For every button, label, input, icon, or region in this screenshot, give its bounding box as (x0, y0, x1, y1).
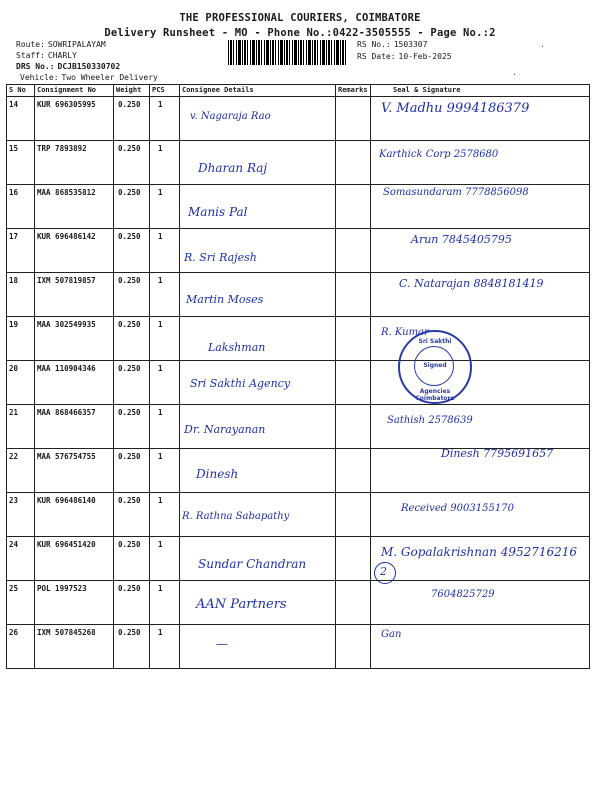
consignee-details-cell (180, 361, 336, 405)
pieces-cell: 1 (150, 273, 180, 317)
consignment-number-cell: KUR 696486142 (35, 229, 114, 273)
serial-number-cell: 22 (7, 449, 35, 493)
remarks-cell (336, 625, 371, 669)
consignee-handwriting: Dr. Narayanan (184, 423, 266, 436)
signature-handwriting: C. Natarajan 8848181419 (399, 277, 544, 290)
column-header: Consignee Details (180, 85, 336, 97)
circled-number-mark (374, 562, 396, 584)
seal-signature-cell (371, 405, 590, 449)
consignee-details-cell (180, 405, 336, 449)
weight-cell: 0.250 (114, 449, 150, 493)
stamp-top-text: Sri Sakthi (418, 338, 452, 345)
pieces-cell: 1 (150, 97, 180, 141)
drs-value: DCJB150330702 (57, 62, 121, 71)
vehicle-label: Vehicle: (20, 73, 59, 82)
consignee-details-cell (180, 493, 336, 537)
remarks-cell (336, 97, 371, 141)
weight-cell: 0.250 (114, 361, 150, 405)
pieces-cell: 1 (150, 537, 180, 581)
vehicle-line (20, 73, 158, 83)
seal-signature-cell (371, 229, 590, 273)
rs-date-value: 10-Feb-2025 (398, 52, 452, 61)
pieces-cell: 1 (150, 185, 180, 229)
consignee-handwriting: Martin Moses (186, 293, 264, 306)
signature-handwriting: Gan (381, 629, 402, 640)
consignment-number-cell: KUR 696451420 (35, 537, 114, 581)
seal-signature-cell (371, 97, 590, 141)
consignee-details-cell (180, 317, 336, 361)
table-row (7, 537, 590, 581)
seal-signature-cell (371, 537, 590, 581)
table-row (7, 229, 590, 273)
serial-number-cell: 23 (7, 493, 35, 537)
remarks-cell (336, 361, 371, 405)
serial-number-cell: 21 (7, 405, 35, 449)
rs-no-line (357, 40, 427, 50)
consignee-handwriting: Sundar Chandran (198, 557, 307, 571)
remarks-cell (336, 449, 371, 493)
signature-handwriting: Arun 7845405795 (411, 233, 512, 246)
pieces-cell: 1 (150, 229, 180, 273)
document-title: THE PROFESSIONAL COURIERS, COIMBATORE (179, 12, 421, 24)
rs-no-label: RS No.: (357, 40, 391, 49)
drs-line (16, 62, 120, 72)
table-row (7, 449, 590, 493)
pieces-cell: 1 (150, 317, 180, 361)
serial-number-cell: 16 (7, 185, 35, 229)
weight-cell: 0.250 (114, 97, 150, 141)
table-row (7, 405, 590, 449)
remarks-cell (336, 537, 371, 581)
route-value: SOWRIPALAYAM (47, 40, 106, 49)
pieces-cell: 1 (150, 625, 180, 669)
consignment-number-cell: IXM 507819857 (35, 273, 114, 317)
consignee-handwriting: Dharan Raj (198, 161, 268, 175)
serial-number-cell: 24 (7, 537, 35, 581)
vehicle-value: Two Wheeler Delivery (61, 73, 158, 82)
weight-cell: 0.250 (114, 141, 150, 185)
table-row (7, 581, 590, 625)
consignment-number-cell: MAA 110904346 (35, 361, 114, 405)
column-header: S No (7, 85, 35, 97)
table-header-row (7, 85, 590, 97)
signature-handwriting: V. Madhu 9994186379 (381, 101, 530, 116)
signature-handwriting: Dinesh 7795691657 (441, 447, 554, 460)
seal-signature-cell (371, 493, 590, 537)
rs-date-label: RS Date: (357, 52, 396, 61)
serial-number-cell: 25 (7, 581, 35, 625)
weight-cell: 0.250 (114, 537, 150, 581)
serial-number-cell: 18 (7, 273, 35, 317)
stamp-bottom-text: Agencies Coimbatore (415, 388, 455, 402)
signature-handwriting: M. Gopalakrishnan 4952716216 (381, 545, 578, 559)
table-row (7, 493, 590, 537)
consignment-number-cell: TRP 7893892 (35, 141, 114, 185)
serial-number-cell: 20 (7, 361, 35, 405)
weight-cell: 0.250 (114, 317, 150, 361)
agency-seal-stamp (398, 330, 472, 404)
consignee-details-cell (180, 97, 336, 141)
weight-cell: 0.250 (114, 625, 150, 669)
consignment-number-cell: POL 1997523 (35, 581, 114, 625)
column-header: Seal & Signature (371, 85, 590, 97)
serial-number-cell: 17 (7, 229, 35, 273)
signature-handwriting: Somasundaram 7778856098 (383, 187, 529, 198)
table-row (7, 625, 590, 669)
consignee-handwriting: Dinesh (196, 467, 239, 481)
weight-cell: 0.250 (114, 581, 150, 625)
signature-handwriting: Sathish 2578639 (387, 415, 473, 426)
consignee-details-cell (180, 581, 336, 625)
seal-signature-cell (371, 581, 590, 625)
pieces-cell: 1 (150, 493, 180, 537)
pieces-cell: 1 (150, 405, 180, 449)
route-label: Route: (16, 40, 45, 49)
route-line (16, 40, 106, 50)
seal-signature-cell (371, 273, 590, 317)
consignment-number-cell: MAA 302549935 (35, 317, 114, 361)
consignment-number-cell: MAA 868535812 (35, 185, 114, 229)
consignee-details-cell (180, 537, 336, 581)
consignment-number-cell: IXM 507845268 (35, 625, 114, 669)
consignee-details-cell (180, 625, 336, 669)
consignee-handwriting: Sri Sakthi Agency (190, 377, 291, 390)
consignee-details-cell (180, 229, 336, 273)
consignment-number-cell: MAA 868466357 (35, 405, 114, 449)
weight-cell: 0.250 (114, 229, 150, 273)
consignee-details-cell (180, 449, 336, 493)
remarks-cell (336, 405, 371, 449)
table-row (7, 97, 590, 141)
remarks-cell (336, 185, 371, 229)
column-header: Weight (114, 85, 150, 97)
table-row (7, 185, 590, 229)
stray-mark: · (512, 70, 517, 79)
pieces-cell: 1 (150, 449, 180, 493)
consignee-handwriting: — (216, 637, 228, 651)
rs-date-line (357, 52, 452, 62)
weight-cell: 0.250 (114, 185, 150, 229)
consignee-details-cell (180, 185, 336, 229)
table-row (7, 273, 590, 317)
runsheet-table (6, 84, 590, 669)
column-header: Consignment No (35, 85, 114, 97)
signature-handwriting: 7604825729 (431, 589, 495, 600)
serial-number-cell: 26 (7, 625, 35, 669)
weight-cell: 0.250 (114, 493, 150, 537)
consignee-handwriting: R. Sri Rajesh (184, 251, 257, 264)
weight-cell: 0.250 (114, 405, 150, 449)
consignee-handwriting: AAN Partners (196, 597, 287, 612)
staff-label: Staff: (16, 51, 45, 60)
signature-handwriting: Karthick Corp 2578680 (379, 149, 499, 160)
staff-line (16, 51, 77, 61)
stray-mark: · (540, 42, 545, 51)
drs-label: DRS No.: (16, 62, 55, 71)
consignment-number-cell: MAA 576754755 (35, 449, 114, 493)
consignee-handwriting: Manis Pal (188, 205, 248, 219)
consignee-handwriting: Lakshman (208, 341, 266, 354)
remarks-cell (336, 581, 371, 625)
consignee-details-cell (180, 273, 336, 317)
remarks-cell (336, 229, 371, 273)
document-subtitle: Delivery Runsheet - MO - Phone No.:0422-3505555 - Page No.:2 (104, 27, 496, 39)
table-row (7, 361, 590, 405)
seal-signature-cell (371, 625, 590, 669)
circled-number: 2 (380, 565, 387, 578)
remarks-cell (336, 317, 371, 361)
consignment-number-cell: KUR 696486140 (35, 493, 114, 537)
consignment-number-cell: KUR 696305995 (35, 97, 114, 141)
seal-signature-cell (371, 449, 590, 493)
table-row (7, 317, 590, 361)
remarks-cell (336, 273, 371, 317)
signature-handwriting: Received 9003155170 (401, 503, 514, 514)
stamp-center-text: Signed (423, 362, 447, 369)
rs-no-value: 1503307 (393, 40, 428, 49)
staff-value: CHARLY (47, 51, 77, 60)
column-header: Remarks (336, 85, 371, 97)
column-header: PCS (150, 85, 180, 97)
pieces-cell: 1 (150, 141, 180, 185)
consignee-handwriting: v. Nagaraja Rao (190, 111, 271, 122)
remarks-cell (336, 493, 371, 537)
consignee-handwriting: R. Rathna Sabapathy (182, 511, 290, 522)
seal-signature-cell (371, 185, 590, 229)
weight-cell: 0.250 (114, 273, 150, 317)
remarks-cell (336, 141, 371, 185)
signature-handwriting: R. Kumar (381, 327, 429, 338)
serial-number-cell: 14 (7, 97, 35, 141)
serial-number-cell: 15 (7, 141, 35, 185)
seal-signature-cell (371, 141, 590, 185)
table-row (7, 141, 590, 185)
barcode-image (228, 40, 346, 65)
pieces-cell: 1 (150, 581, 180, 625)
serial-number-cell: 19 (7, 317, 35, 361)
pieces-cell: 1 (150, 361, 180, 405)
consignee-details-cell (180, 141, 336, 185)
